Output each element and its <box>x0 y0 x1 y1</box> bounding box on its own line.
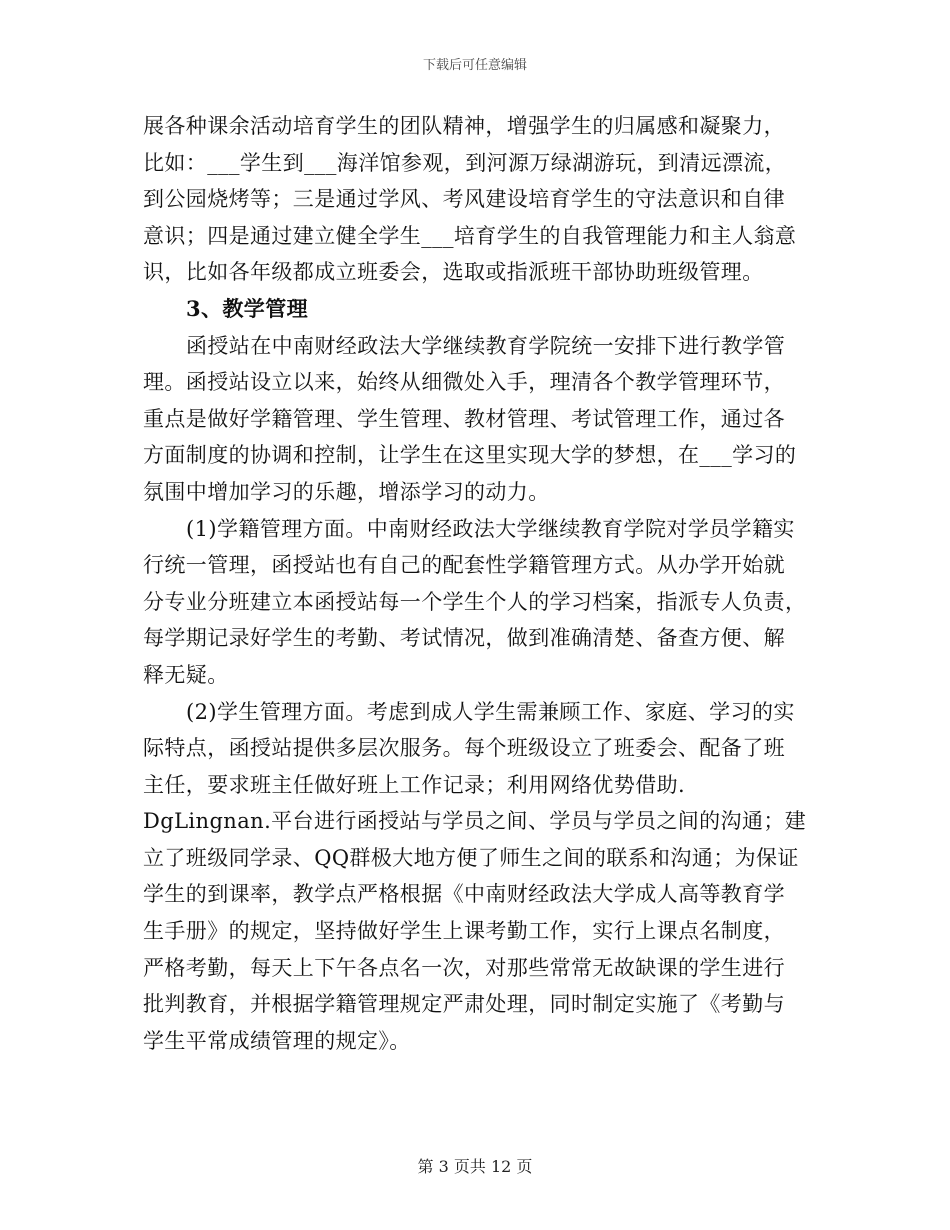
text-line: 方面制度的协调和控制，让学生在这里实现大学的梦想，在___学习的 <box>143 443 797 468</box>
text-line: 立了班级同学录、QQ群极大地方便了师生之间的联系和沟通；为保证 <box>143 845 799 870</box>
text-line: (2)学生管理方面。考虑到成人学生需兼顾工作、家庭、学习的实 <box>186 699 795 724</box>
text-line: 释无疑。 <box>143 662 229 687</box>
text-line: 生手册》的规定，坚持做好学生上课考勤工作，实行上课点名制度， <box>143 919 785 944</box>
text-line: 重点是做好学籍管理、学生管理、教材管理、考试管理工作，通过各 <box>143 406 785 431</box>
text-line: 比如：___学生到___海洋馆参观，到河源万绿湖游玩，到清远漂流， <box>143 150 787 175</box>
text-line: 氛围中增加学习的乐趣，增添学习的动力。 <box>143 479 550 504</box>
text-line: 学生的到课率，教学点严格根据《中南财经政法大学成人高等教育学 <box>143 882 785 907</box>
text-line: 分专业分班建立本函授站每一个学生个人的学习档案，指派专人负责， <box>143 589 807 614</box>
page-header: 下载后可任意编辑 <box>422 58 527 73</box>
text-line: 批判教育，并根据学籍管理规定严肃处理，同时制定实施了《考勤与 <box>143 992 785 1017</box>
text-line: 意识；四是通过建立健全学生___培育学生的自我管理能力和主人翁意 <box>143 223 797 248</box>
text-line: 每学期记录好学生的考勤、考试情况，做到准确清楚、备查方便、解 <box>143 626 785 651</box>
text-line: 学生平常成绩管理的规定》。 <box>143 1028 411 1053</box>
text-line: 行统一管理，函授站也有自己的配套性学籍管理方式。从办学开始就 <box>143 553 785 578</box>
section-heading: 3、教学管理 <box>186 295 309 321</box>
text-line: DgLingnan.平台进行函授站与学员之间、学员与学员之间的沟通；建 <box>143 809 807 834</box>
text-line: 函授站在中南财经政法大学继续教育学院统一安排下进行教学管 <box>186 333 786 358</box>
text-line: 际特点，函授站提供多层次服务。每个班级设立了班委会、配备了班 <box>143 736 785 761</box>
document-body <box>143 108 818 1059</box>
text-line: 严格考勤，每天上下午各点名一次，对那些常常无故缺课的学生进行 <box>143 955 785 980</box>
text-line: 理。函授站设立以来，始终从细微处入手，理清各个教学管理环节， <box>143 370 785 395</box>
text-line: 主任，要求班主任做好班上工作记录；利用网络优势借助. <box>143 772 686 797</box>
text-line: 展各种课余活动培育学生的团队精神，增强学生的归属感和凝聚力， <box>143 114 785 138</box>
page-footer: 第 3 页共 12 页 <box>417 1157 533 1176</box>
text-line: 到公园烧烤等；三是通过学风、考风建设培育学生的守法意识和自律 <box>143 187 785 212</box>
text-line: 识，比如各年级都成立班委会，选取或指派班干部协助班级管理。 <box>143 260 764 285</box>
text-line: (1)学籍管理方面。中南财经政法大学继续教育学院对学员学籍实 <box>186 516 795 541</box>
